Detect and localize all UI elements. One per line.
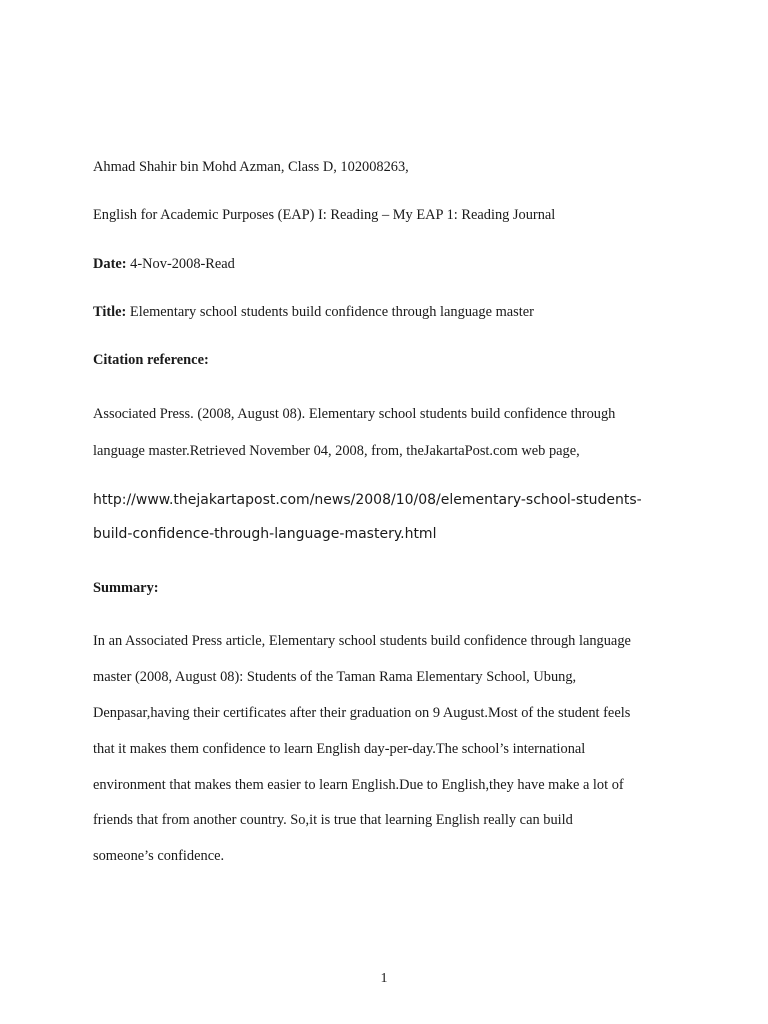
title-label: Title: bbox=[93, 304, 127, 320]
page-number: 1 bbox=[380, 971, 388, 986]
citation-heading: Citation reference: bbox=[93, 352, 209, 368]
title-value: Elementary school students build confidence through language master bbox=[129, 304, 534, 320]
author-line: Ahmad Shahir bin Mohd Azman, Class D, 102008263, bbox=[93, 159, 409, 175]
summary-heading: Summary: bbox=[93, 580, 159, 596]
date-line bbox=[93, 255, 235, 273]
summary-line: friends that from another country. So,it is true that learning English really can build bbox=[93, 812, 573, 828]
date-label: Date: bbox=[93, 256, 127, 272]
summary-line: environment that makes them easier to learn English.Due to English,they have make a lot of bbox=[93, 777, 624, 793]
date-value: 4-Nov-2008-Read bbox=[130, 256, 235, 272]
course-line: English for Academic Purposes (EAP) I: Reading – My EAP 1: Reading Journal bbox=[93, 207, 556, 223]
citation-line: language master.Retrieved November 04, 2008, from, theJakartaPost.com web page, bbox=[93, 443, 580, 459]
summary-line: someone’s confidence. bbox=[93, 848, 225, 864]
title-line bbox=[93, 303, 534, 321]
citation-url-line: http://www.thejakartapost.com/news/2008/10/08/elementary-school-students- bbox=[93, 492, 642, 508]
summary-line: master (2008, August 08): Students of the Taman Rama Elementary School, Ubung, bbox=[93, 669, 577, 685]
summary-line: In an Associated Press article, Elementary school students build confidence through language bbox=[93, 633, 631, 649]
summary-line: Denpasar,having their certificates after their graduation on 9 August.Most of the student feels bbox=[93, 705, 631, 721]
citation-url-line: build-confidence-through-language-mastery.html bbox=[93, 526, 437, 542]
summary-line: that it makes them confidence to learn English day-per-day.The school’s international bbox=[93, 741, 586, 757]
citation-line: Associated Press. (2008, August 08). Elementary school students build confidence through bbox=[93, 406, 616, 422]
